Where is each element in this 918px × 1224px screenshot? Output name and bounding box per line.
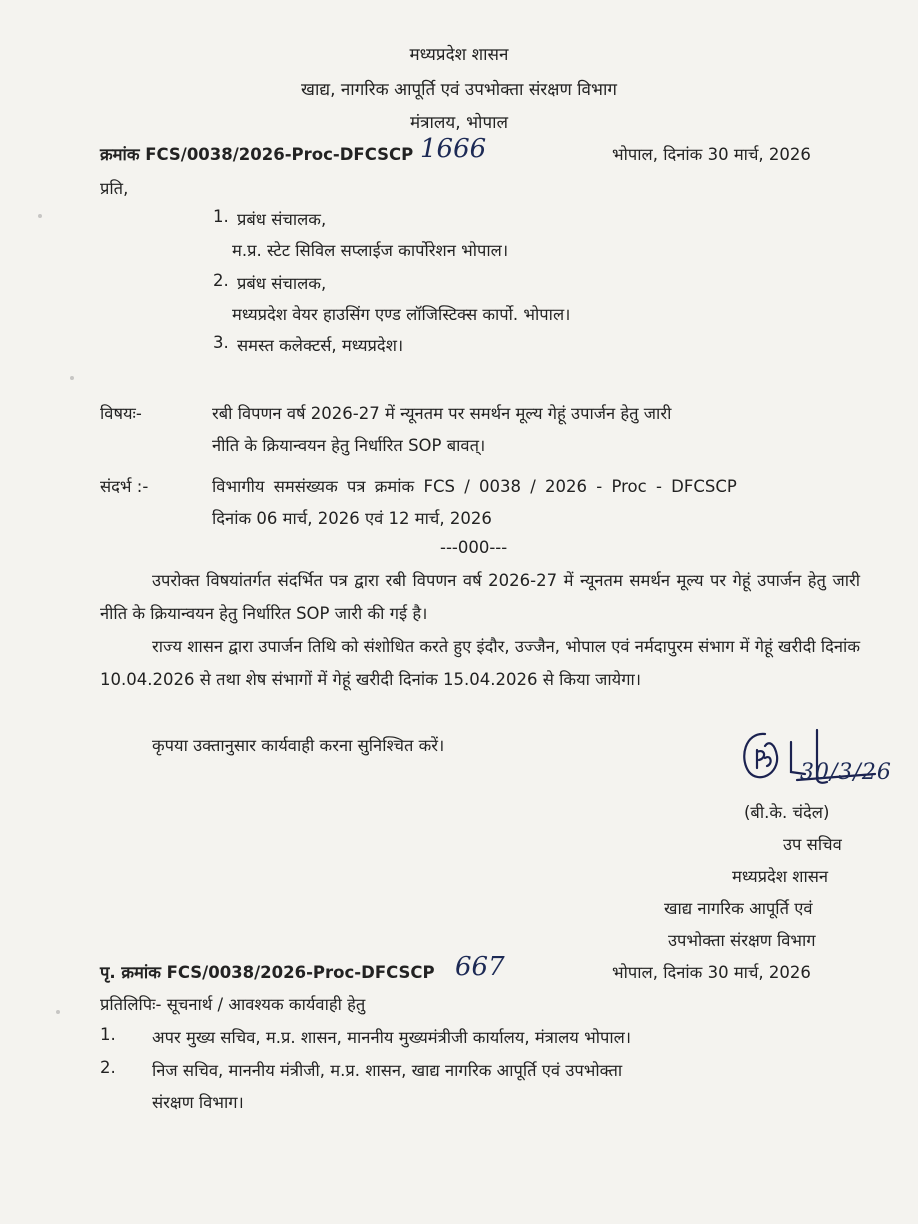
subject-label: विषयः-: [100, 404, 142, 423]
copy-item-1-num: 1.: [100, 1025, 116, 1044]
endorsement-number: पृ. क्रमांक FCS/0038/2026-Proc-DFCSCP: [100, 963, 435, 982]
header-government: मध्यप्रदेश शासन: [409, 45, 509, 65]
header-department: खाद्य, नागरिक आपूर्ति एवं उपभोक्ता संरक्षण विभाग: [301, 80, 617, 100]
scan-speck: [56, 1010, 60, 1014]
copy-item-1-text: अपर मुख्य सचिव, म.प्र. शासन, माननीय मुख्यमंत्रीजी कार्यालय, मंत्रालय भोपाल।: [152, 1028, 632, 1047]
signatory-org-1: मध्यप्रदेश शासन: [732, 867, 829, 886]
recipient-1-title: प्रबंध संचालक,: [237, 210, 327, 229]
copy-item-2-text-cont: संरक्षण विभाग।: [152, 1093, 244, 1112]
reference-label: संदर्भ :-: [100, 477, 149, 496]
handwritten-date: 30/3/26: [800, 760, 892, 785]
body-paragraph-2: [100, 630, 860, 696]
signatory-name: (बी.के. चंदेल): [744, 803, 830, 822]
subject-line-1: रबी विपणन वर्ष 2026-27 में न्यूनतम पर समर्थन मूल्य गेहूं उपार्जन हेतु जारी: [212, 404, 672, 423]
recipient-3-num: 3.: [213, 333, 229, 352]
body-paragraph-3-text: कृपया उक्तानुसार कार्यवाही करना सुनिश्चित करें।: [152, 736, 445, 755]
handwritten-number: 1666: [420, 134, 487, 164]
endorsement-date: भोपाल, दिनांक 30 मार्च, 2026: [612, 963, 811, 982]
signatory-org-2: खाद्य नागरिक आपूर्ति एवं: [664, 899, 813, 918]
reference-line-2: दिनांक 06 मार्च, 2026 एवं 12 मार्च, 2026: [212, 509, 492, 528]
endorsement-handwritten-number: 667: [455, 952, 505, 982]
body-paragraph-1-text: उपरोक्त विषयांतर्गत संदर्भित पत्र द्वारा रबी विपणन वर्ष 2026-27 में न्यूनतम समर्थन मूल्य पर गेहूं उपार्जन हेतु जारी नीति के क्रियान्वयन हेतु निर्धारित SOP जारी की गई है।: [100, 571, 860, 623]
recipient-2-num: 2.: [213, 271, 229, 290]
recipient-1-org: म.प्र. स्टेट सिविल सप्लाईज कार्पोरेशन भोपाल।: [232, 241, 509, 260]
subject-line-2: नीति के क्रियान्वयन हेतु निर्धारित SOP बावत्।: [212, 436, 486, 455]
reference-line-1: विभागीय समसंख्यक पत्र क्रमांक FCS / 0038 / 2026 - Proc - DFCSCP: [212, 477, 737, 496]
letter-date: भोपाल, दिनांक 30 मार्च, 2026: [612, 145, 811, 164]
recipient-3-title: समस्त कलेक्टर्स, मध्यप्रदेश।: [237, 336, 404, 355]
header-ministry: मंत्रालय, भोपाल: [409, 113, 509, 133]
scan-speck: [38, 214, 42, 218]
signatory-org-3: उपभोक्ता संरक्षण विभाग: [668, 931, 816, 950]
body-paragraph-1: [100, 564, 860, 630]
to-label: प्रति,: [100, 179, 129, 198]
recipient-2-org: मध्यप्रदेश वेयर हाउसिंग एण्ड लॉजिस्टिक्स कार्पो. भोपाल।: [232, 305, 571, 324]
signatory-designation: उप सचिव: [783, 835, 842, 854]
separator: ---000---: [440, 538, 508, 557]
recipient-1-num: 1.: [213, 207, 229, 226]
letter-number: क्रमांक FCS/0038/2026-Proc-DFCSCP: [100, 145, 414, 164]
scan-speck: [70, 376, 74, 380]
copy-item-2-text: निज सचिव, माननीय मंत्रीजी, म.प्र. शासन, खाद्य नागरिक आपूर्ति एवं उपभोक्ता: [152, 1061, 623, 1080]
copy-label: प्रतिलिपिः- सूचनार्थ / आवश्यक कार्यवाही हेतु: [100, 995, 366, 1014]
body-paragraph-2-text: राज्य शासन द्वारा उपार्जन तिथि को संशोधित करते हुए इंदौर, उज्जैन, भोपाल एवं नर्मदापुरम संभाग में गेहूं खरीदी दिनांक 10.04.2026 से तथा शेष संभागों में गेहूं खरीदी दिनांक 15.04.2026 से किया जायेगा।: [100, 637, 860, 689]
recipient-2-title: प्रबंध संचालक,: [237, 274, 327, 293]
copy-item-2-num: 2.: [100, 1058, 116, 1077]
